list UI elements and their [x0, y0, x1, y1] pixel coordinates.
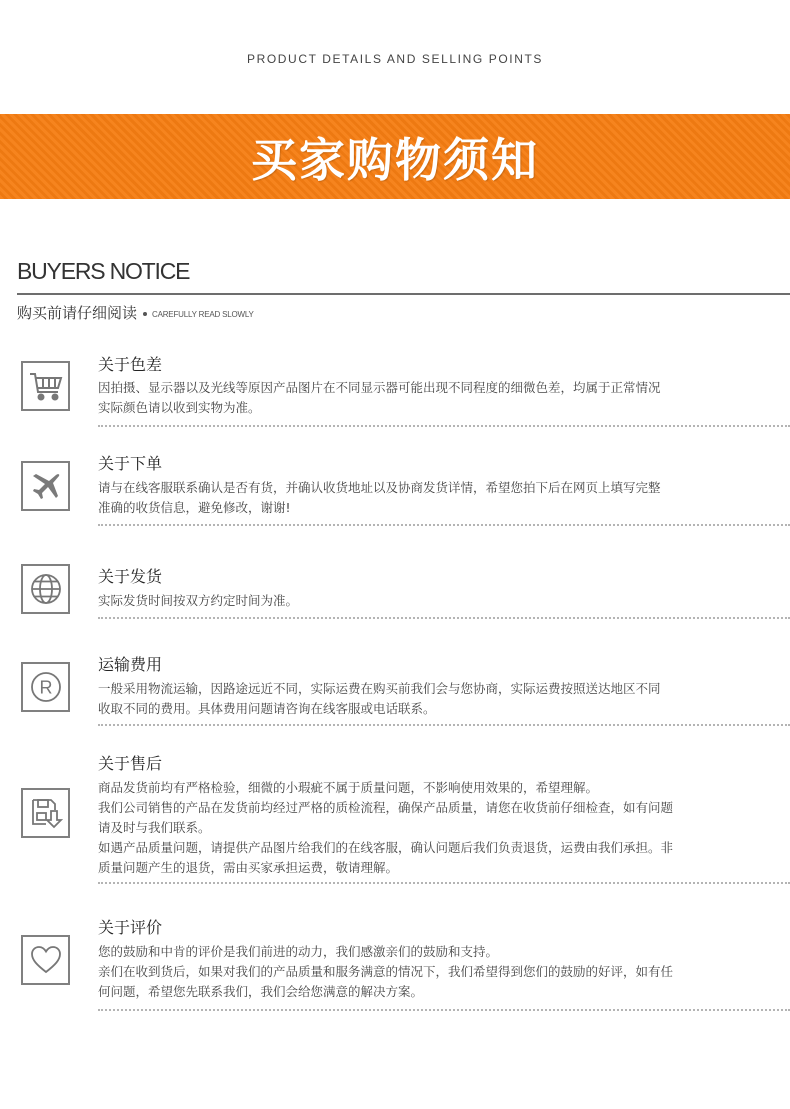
body-line: 实际发货时间按双方约定时间为准。 [98, 593, 299, 608]
section-body [98, 591, 748, 611]
banner [0, 114, 790, 199]
body-line: 一般采用物流运输，因路途远近不同，实际运费在购买前我们会与您协商，实际运费按照送达地区不同 [98, 681, 661, 696]
section-divider [98, 1009, 790, 1011]
svg-text:R: R [39, 677, 52, 698]
body-line: 如遇产品质量问题，请提供产品图片给我们的在线客服，确认问题后我们负责退货，运费由我们承担。非 [98, 840, 674, 855]
section-divider [98, 524, 790, 526]
section-divider [98, 882, 790, 884]
section-title: 关于发货 [98, 567, 163, 586]
section-title: 关于下单 [98, 454, 163, 473]
body-line: 质量问题产生的退货，需由买家承担运费，敬请理解。 [98, 860, 399, 875]
shopping-cart-icon [21, 361, 70, 411]
section-divider [98, 724, 790, 726]
section-body [98, 478, 748, 518]
top-caption: PRODUCT DETAILS AND SELLING POINTS [246, 52, 543, 66]
body-line: 请及时与我们联系。 [98, 820, 211, 835]
body-line: 商品发货前均有严格检验，细微的小瑕疵不属于质量问题，不影响使用效果的，希望理解。 [98, 780, 599, 795]
body-line: 准确的收货信息，避免修改，谢谢! [98, 500, 291, 515]
section-divider [98, 425, 790, 427]
body-line: 请与在线客服联系确认是否有货，并确认收货地址以及协商发货详情，希望您拍下后在网页上填写完整 [98, 480, 661, 495]
heart-icon [21, 935, 70, 985]
section-title: 关于评价 [98, 918, 163, 937]
body-line: 您的鼓励和中肯的评价是我们前进的动力，我们感激亲们的鼓励和支持。 [98, 944, 499, 959]
section-divider [98, 617, 790, 619]
body-line: 我们公司销售的产品在发货前均经过严格的质检流程，确保产品质量，请您在收货前仔细检查，如有问题 [98, 800, 674, 815]
airplane-icon [21, 461, 70, 511]
subheading [17, 302, 254, 323]
section-body [98, 942, 748, 1002]
section-body [98, 378, 748, 418]
globe-icon [21, 564, 70, 614]
section-title: 关于售后 [98, 754, 163, 773]
subheading-cn: 购买前请仔细阅读 [17, 304, 138, 322]
body-line: 亲们在收到货后，如果对我们的产品质量和服务满意的情况下，我们希望得到您们的鼓励的好评，如有任 [98, 964, 674, 979]
body-line: 因拍摄、显示器以及光线等原因产品图片在不同显示器可能出现不同程度的细微色差，均属于正常情况 [98, 380, 661, 395]
notice-heading: BUYERS NOTICE [17, 258, 190, 284]
registered-icon [21, 662, 70, 712]
body-line: 实际颜色请以收到实物为准。 [98, 400, 261, 415]
bullet-dot [143, 312, 147, 316]
heading-divider [17, 293, 790, 295]
save-download-icon [21, 788, 70, 838]
body-line: 收取不同的费用。具体费用问题请咨询在线客服或电话联系。 [98, 701, 436, 716]
section-body [98, 778, 748, 878]
subheading-en: CAREFULLY READ SLOWLY [152, 309, 254, 319]
section-title: 运输费用 [98, 655, 163, 674]
banner-title: 买家购物须知 [251, 132, 539, 187]
section-title: 关于色差 [98, 355, 163, 374]
body-line: 何问题，希望您先联系我们，我们会给您满意的解决方案。 [98, 984, 424, 999]
section-body [98, 679, 748, 719]
